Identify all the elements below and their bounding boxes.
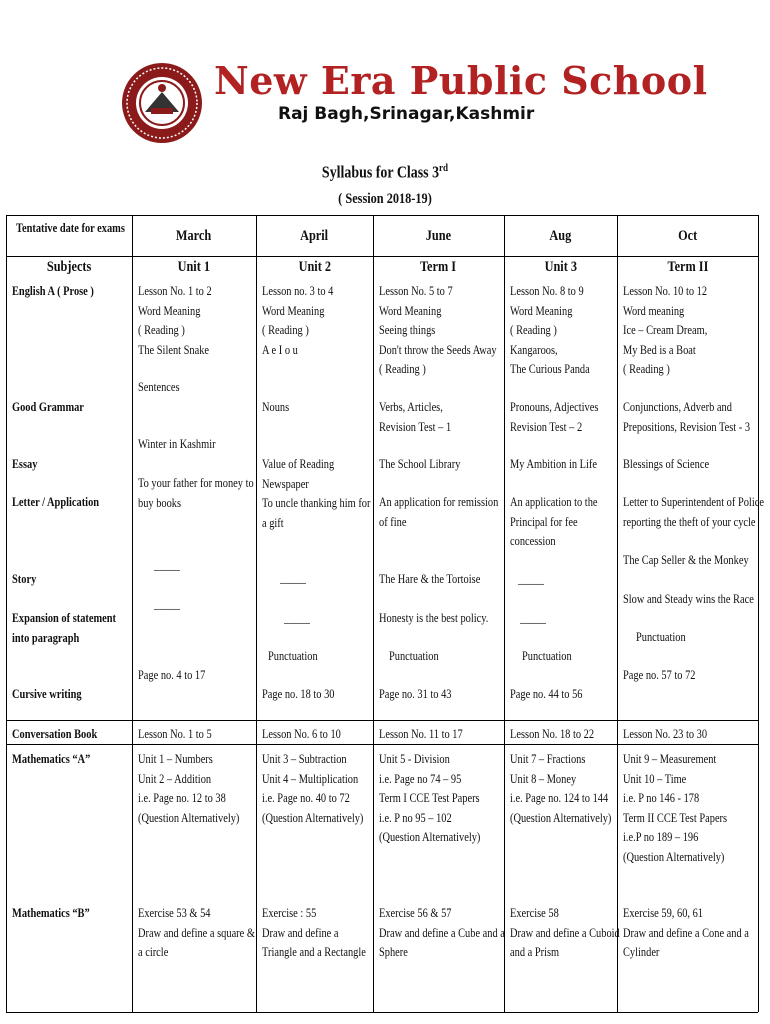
table-cell: An application for remission of fine bbox=[379, 494, 499, 529]
table-cell: Exercise 53 & 54 Draw and define a square & a circle bbox=[138, 905, 255, 959]
subject-label: Good Grammar bbox=[12, 399, 84, 414]
table-cell: Unit 1 – Numbers Unit 2 – Addition i.e. Page no. 12 to 38 (Question Alternatively) bbox=[138, 751, 240, 825]
table-cell: Honesty is the best policy. bbox=[379, 610, 489, 625]
table-cell: Unit 3 – Subtraction Unit 4 – Multiplication i.e. Page no. 40 to 72 (Question Alternatively) bbox=[262, 751, 364, 825]
table-cell: Exercise 59, 60, 61 Draw and define a Cone and a Cylinder bbox=[623, 905, 749, 959]
school-emblem-icon bbox=[121, 62, 203, 144]
table-cell: Pronouns, Adjectives Revision Test – 2 bbox=[510, 399, 599, 434]
school-name: New Era Public School bbox=[214, 58, 708, 103]
table-cell: Blessings of Science bbox=[623, 456, 710, 471]
table-cell: _____ bbox=[154, 596, 180, 611]
month-header: April bbox=[300, 228, 329, 244]
table-cell: Page no. 44 to 56 bbox=[510, 686, 583, 701]
table-cell: Exercise 56 & 57 Draw and define a Cube and a Sphere bbox=[379, 905, 505, 959]
table-cell: Unit 9 – Measurement Unit 10 – Time i.e. P no 146 - 178 Term II CCE Test Papers i.e.P no 189 – 196 (Question Alternatively) bbox=[623, 751, 728, 864]
table-cell: Letter to Superintendent of Police reporting the theft of your cycle bbox=[623, 494, 764, 529]
table-cell: Exercise 58 Draw and define a Cuboid and a Prism bbox=[510, 905, 620, 959]
table-cell: Value of Reading Newspaper To uncle thanking him for a gift bbox=[262, 456, 371, 530]
table-cell: Winter in Kashmir bbox=[138, 436, 216, 451]
table-cell: The Hare & the Tortoise bbox=[379, 571, 481, 586]
page-title: Syllabus for Class 3rd bbox=[321, 162, 449, 182]
table-cell: Lesson No. 1 to 2 Word Meaning ( Reading ) The Silent Snake bbox=[138, 283, 212, 357]
month-header: Aug bbox=[549, 228, 572, 244]
table-cell: Lesson No. 23 to 30 bbox=[623, 726, 708, 741]
subject-label: Story bbox=[12, 571, 37, 586]
subjects-header: Subjects bbox=[46, 259, 92, 275]
month-header: Oct bbox=[677, 228, 698, 244]
table-cell: Verbs, Articles, Revision Test – 1 bbox=[379, 399, 452, 434]
table-cell: Page no. 31 to 43 bbox=[379, 686, 452, 701]
table-cell: Nouns bbox=[262, 399, 290, 414]
subject-label: Mathematics “A” bbox=[12, 751, 91, 766]
table-cell: The School Library bbox=[379, 456, 461, 471]
table-cell: Conjunctions, Adverb and Prepositions, Revision Test - 3 bbox=[623, 399, 751, 434]
table-cell: Unit 5 - Division i.e. Page no 74 – 95 Term I CCE Test Papers i.e. P no 95 – 102 (Question Alternatively) bbox=[379, 751, 481, 844]
table-cell: Unit 7 – Fractions Unit 8 – Money i.e. Page no. 124 to 144 (Question Alternatively) bbox=[510, 751, 612, 825]
table-cell: My Ambition in Life bbox=[510, 456, 597, 471]
table-cell: _____ bbox=[280, 570, 306, 585]
unit-header: Term II bbox=[667, 259, 708, 275]
table-cell: Lesson no. 3 to 4 Word Meaning ( Reading ) A e I o u bbox=[262, 283, 334, 357]
table-cell: Exercise : 55 Draw and define a Triangle and a Rectangle bbox=[262, 905, 366, 959]
subject-label: Conversation Book bbox=[12, 726, 98, 741]
table-cell: An application to the Principal for fee concession bbox=[510, 494, 598, 548]
table-cell: Punctuation bbox=[389, 648, 439, 663]
subject-label: Expansion of statement into paragraph bbox=[12, 610, 117, 645]
table-cell: Lesson No. 6 to 10 bbox=[262, 726, 341, 741]
subject-label: English A ( Prose ) bbox=[12, 283, 94, 298]
month-header: March bbox=[176, 228, 212, 244]
table-cell: _____ bbox=[154, 557, 180, 572]
table-cell: Lesson No. 8 to 9 Word Meaning ( Reading ) Kangaroos, The Curious Panda bbox=[510, 283, 590, 376]
table-cell: Lesson No. 5 to 7 Word Meaning Seeing things Don't throw the Seeds Away ( Reading ) bbox=[379, 283, 497, 376]
unit-header: Unit 1 bbox=[177, 259, 211, 275]
unit-header: Unit 3 bbox=[544, 259, 577, 275]
tentative-date-label: Tentative date for exams bbox=[16, 220, 125, 235]
table-cell: Page no. 18 to 30 bbox=[262, 686, 335, 701]
subject-label: Letter / Application bbox=[12, 494, 100, 509]
subject-label: Cursive writing bbox=[12, 686, 82, 701]
table-cell: Lesson No. 10 to 12 Word meaning Ice – Cream Dream, My Bed is a Boat ( Reading ) bbox=[623, 283, 708, 376]
table-cell: Lesson No. 1 to 5 bbox=[138, 726, 212, 741]
table-cell: Page no. 57 to 72 bbox=[623, 667, 696, 682]
month-header: June bbox=[425, 228, 452, 244]
table-cell: To your father for money to buy books bbox=[138, 475, 254, 510]
table-cell: Punctuation bbox=[268, 648, 318, 663]
unit-header: Term I bbox=[420, 259, 457, 275]
session-label: ( Session 2018-19) bbox=[338, 191, 432, 207]
school-address: Raj Bagh,Srinagar,Kashmir bbox=[278, 104, 535, 124]
table-cell: Sentences bbox=[138, 379, 180, 394]
subject-label: Mathematics “B” bbox=[12, 905, 90, 920]
table-cell: _____ bbox=[284, 610, 310, 625]
table-cell: Slow and Steady wins the Race bbox=[623, 591, 754, 606]
table-cell: Punctuation bbox=[522, 648, 572, 663]
table-cell: Page no. 4 to 17 bbox=[138, 667, 206, 682]
table-cell: _____ bbox=[520, 610, 546, 625]
table-cell: Lesson No. 11 to 17 bbox=[379, 726, 463, 741]
table-cell: Lesson No. 18 to 22 bbox=[510, 726, 595, 741]
unit-header: Unit 2 bbox=[298, 259, 331, 275]
subject-label: Essay bbox=[12, 456, 38, 471]
table-cell: The Cap Seller & the Monkey bbox=[623, 552, 749, 567]
table-cell: _____ bbox=[518, 571, 544, 586]
table-cell: Punctuation bbox=[636, 629, 686, 644]
